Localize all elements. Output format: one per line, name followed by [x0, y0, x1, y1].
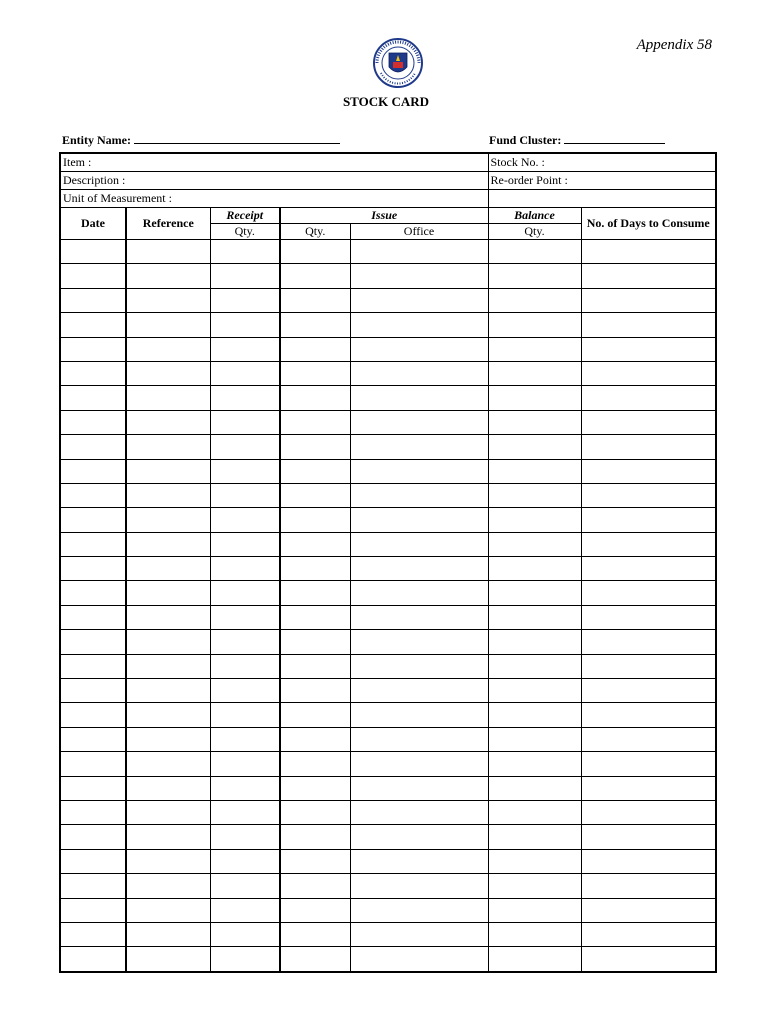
- days-to-consume-cell[interactable]: [581, 679, 716, 703]
- date-cell[interactable]: [60, 947, 126, 972]
- balance-qty-cell[interactable]: [488, 410, 581, 434]
- date-cell[interactable]: [60, 410, 126, 434]
- table-row: [60, 264, 716, 288]
- receipt-qty-cell[interactable]: [210, 727, 280, 751]
- issue-qty-cell[interactable]: [280, 361, 350, 385]
- balance-qty-cell[interactable]: [488, 240, 581, 264]
- reference-cell[interactable]: [126, 508, 210, 532]
- receipt-qty-cell[interactable]: [210, 922, 280, 946]
- issue-office-cell[interactable]: [350, 679, 488, 703]
- date-cell[interactable]: [60, 240, 126, 264]
- table-row: [60, 630, 716, 654]
- reference-cell[interactable]: [126, 264, 210, 288]
- date-header: [60, 208, 126, 240]
- reference-cell[interactable]: [126, 922, 210, 946]
- days-to-consume-cell[interactable]: [581, 776, 716, 800]
- table-row: [60, 605, 716, 629]
- issue-qty-cell[interactable]: [280, 483, 350, 507]
- days-to-consume-cell[interactable]: [581, 386, 716, 410]
- balance-qty-cell[interactable]: [488, 459, 581, 483]
- balance-qty-cell[interactable]: [488, 874, 581, 898]
- table-row: [60, 581, 716, 605]
- reference-cell[interactable]: [126, 386, 210, 410]
- receipt-qty-cell[interactable]: [210, 654, 280, 678]
- reference-cell[interactable]: [126, 679, 210, 703]
- issue-office-cell[interactable]: [350, 508, 488, 532]
- receipt-qty-cell[interactable]: [210, 849, 280, 873]
- days-to-consume-cell[interactable]: [581, 947, 716, 972]
- receipt-qty-cell[interactable]: [210, 264, 280, 288]
- receipt-qty-cell[interactable]: [210, 581, 280, 605]
- date-cell[interactable]: [60, 727, 126, 751]
- issue-qty-cell[interactable]: [280, 605, 350, 629]
- table-row: [60, 727, 716, 751]
- reference-cell[interactable]: [126, 654, 210, 678]
- issue-qty-cell[interactable]: [280, 727, 350, 751]
- issue-qty-cell[interactable]: [280, 947, 350, 972]
- receipt-qty-cell[interactable]: [210, 313, 280, 337]
- issue-office-cell[interactable]: [350, 630, 488, 654]
- balance-header-text: Balance: [514, 208, 555, 222]
- reference-cell[interactable]: [126, 727, 210, 751]
- issue-office-cell[interactable]: [350, 825, 488, 849]
- balance-qty-cell[interactable]: [488, 630, 581, 654]
- date-cell[interactable]: [60, 654, 126, 678]
- receipt-qty-cell[interactable]: [210, 752, 280, 776]
- reference-cell[interactable]: [126, 898, 210, 922]
- reference-cell[interactable]: [126, 703, 210, 727]
- issue-office-cell[interactable]: [350, 435, 488, 459]
- balance-qty-header-text: Qty.: [524, 224, 545, 238]
- issue-qty-cell[interactable]: [280, 313, 350, 337]
- issue-office-cell[interactable]: [350, 727, 488, 751]
- days-to-consume-header: [581, 208, 716, 240]
- date-cell[interactable]: [60, 557, 126, 581]
- balance-qty-cell[interactable]: [488, 776, 581, 800]
- table-row: [60, 337, 716, 361]
- table-row: [60, 313, 716, 337]
- stock-card-table: [59, 152, 717, 973]
- issue-office-cell[interactable]: [350, 532, 488, 556]
- table-row: [60, 922, 716, 946]
- table-row: [60, 483, 716, 507]
- date-cell[interactable]: [60, 264, 126, 288]
- table-row: [60, 776, 716, 800]
- appendix-label: Appendix 58: [636, 37, 712, 53]
- issue-office-cell[interactable]: [350, 898, 488, 922]
- deped-seal-logo: [367, 37, 429, 89]
- reference-cell[interactable]: [126, 752, 210, 776]
- issue-office-cell[interactable]: [350, 557, 488, 581]
- issue-office-cell[interactable]: [350, 288, 488, 312]
- days-to-consume-cell[interactable]: [581, 752, 716, 776]
- issue-office-cell[interactable]: [350, 776, 488, 800]
- issue-office-cell[interactable]: [350, 386, 488, 410]
- reference-cell[interactable]: [126, 849, 210, 873]
- description-cell[interactable]: [60, 172, 488, 190]
- days-to-consume-cell[interactable]: [581, 605, 716, 629]
- reference-cell[interactable]: [126, 435, 210, 459]
- balance-qty-cell[interactable]: [488, 898, 581, 922]
- days-to-consume-cell[interactable]: [581, 435, 716, 459]
- issue-office-cell[interactable]: [350, 654, 488, 678]
- receipt-qty-cell[interactable]: [210, 435, 280, 459]
- receipt-qty-header: [210, 224, 280, 240]
- days-to-consume-cell[interactable]: [581, 825, 716, 849]
- issue-office-header-text: Office: [403, 224, 435, 238]
- table-row: [60, 947, 716, 972]
- balance-qty-cell[interactable]: [488, 508, 581, 532]
- item-cell-text: Item :: [63, 155, 92, 169]
- days-to-consume-cell[interactable]: [581, 581, 716, 605]
- table-row: [60, 703, 716, 727]
- issue-qty-cell[interactable]: [280, 337, 350, 361]
- days-to-consume-header-text: No. of Days to Consume: [586, 216, 710, 230]
- issue-office-cell[interactable]: [350, 410, 488, 434]
- reference-cell[interactable]: [126, 800, 210, 824]
- balance-qty-cell[interactable]: [488, 605, 581, 629]
- receipt-qty-cell[interactable]: [210, 508, 280, 532]
- receipt-qty-cell[interactable]: [210, 288, 280, 312]
- date-cell[interactable]: [60, 435, 126, 459]
- blank-info-cell[interactable]: [488, 190, 716, 208]
- issue-qty-cell[interactable]: [280, 874, 350, 898]
- receipt-qty-cell[interactable]: [210, 337, 280, 361]
- issue-header-text: Issue: [371, 208, 398, 222]
- receipt-qty-cell[interactable]: [210, 459, 280, 483]
- balance-qty-cell[interactable]: [488, 337, 581, 361]
- issue-qty-cell[interactable]: [280, 703, 350, 727]
- days-to-consume-cell[interactable]: [581, 849, 716, 873]
- date-cell[interactable]: [60, 288, 126, 312]
- issue-office-cell[interactable]: [350, 313, 488, 337]
- date-cell[interactable]: [60, 776, 126, 800]
- issue-qty-cell[interactable]: [280, 654, 350, 678]
- receipt-qty-cell[interactable]: [210, 800, 280, 824]
- entity-name-label: Entity Name:: [62, 133, 131, 147]
- balance-qty-cell[interactable]: [488, 361, 581, 385]
- reference-cell[interactable]: [126, 605, 210, 629]
- balance-qty-cell[interactable]: [488, 483, 581, 507]
- date-cell[interactable]: [60, 898, 126, 922]
- issue-qty-cell[interactable]: [280, 508, 350, 532]
- issue-qty-cell[interactable]: [280, 630, 350, 654]
- days-to-consume-cell[interactable]: [581, 557, 716, 581]
- table-row: [60, 825, 716, 849]
- balance-qty-cell[interactable]: [488, 581, 581, 605]
- days-to-consume-cell[interactable]: [581, 264, 716, 288]
- date-cell[interactable]: [60, 922, 126, 946]
- reference-cell[interactable]: [126, 874, 210, 898]
- balance-qty-cell[interactable]: [488, 264, 581, 288]
- reference-cell[interactable]: [126, 410, 210, 434]
- issue-qty-cell[interactable]: [280, 776, 350, 800]
- receipt-qty-cell[interactable]: [210, 947, 280, 972]
- table-row: [60, 898, 716, 922]
- reference-cell[interactable]: [126, 288, 210, 312]
- issue-qty-cell[interactable]: [280, 679, 350, 703]
- issue-office-cell[interactable]: [350, 361, 488, 385]
- date-cell[interactable]: [60, 313, 126, 337]
- days-to-consume-cell[interactable]: [581, 288, 716, 312]
- issue-office-cell[interactable]: [350, 605, 488, 629]
- reference-header-text: Reference: [142, 216, 194, 230]
- entity-name-field[interactable]: [62, 133, 340, 148]
- issue-qty-cell[interactable]: [280, 922, 350, 946]
- issue-qty-cell[interactable]: [280, 825, 350, 849]
- balance-qty-cell[interactable]: [488, 947, 581, 972]
- reference-cell[interactable]: [126, 557, 210, 581]
- balance-qty-cell[interactable]: [488, 752, 581, 776]
- table-row: [60, 459, 716, 483]
- days-to-consume-cell[interactable]: [581, 240, 716, 264]
- days-to-consume-cell[interactable]: [581, 874, 716, 898]
- date-cell[interactable]: [60, 849, 126, 873]
- balance-header: [488, 208, 581, 224]
- date-cell[interactable]: [60, 581, 126, 605]
- days-to-consume-cell[interactable]: [581, 703, 716, 727]
- days-to-consume-cell[interactable]: [581, 483, 716, 507]
- balance-qty-cell[interactable]: [488, 849, 581, 873]
- receipt-qty-cell[interactable]: [210, 532, 280, 556]
- reference-cell[interactable]: [126, 947, 210, 972]
- issue-office-cell[interactable]: [350, 752, 488, 776]
- receipt-qty-cell[interactable]: [210, 410, 280, 434]
- issue-qty-cell[interactable]: [280, 557, 350, 581]
- receipt-qty-cell[interactable]: [210, 679, 280, 703]
- fund-cluster-blank[interactable]: [564, 133, 665, 144]
- table-row: [60, 288, 716, 312]
- table-row: [60, 874, 716, 898]
- reference-cell[interactable]: [126, 483, 210, 507]
- issue-qty-cell[interactable]: [280, 532, 350, 556]
- date-header-text: Date: [81, 216, 105, 230]
- balance-qty-cell[interactable]: [488, 557, 581, 581]
- issue-qty-cell[interactable]: [280, 849, 350, 873]
- date-cell[interactable]: [60, 459, 126, 483]
- balance-qty-cell[interactable]: [488, 288, 581, 312]
- receipt-header: [210, 208, 280, 224]
- balance-qty-cell[interactable]: [488, 825, 581, 849]
- issue-qty-cell[interactable]: [280, 898, 350, 922]
- receipt-header-text: Receipt: [226, 208, 264, 222]
- table-row: [60, 435, 716, 459]
- days-to-consume-cell[interactable]: [581, 313, 716, 337]
- issue-qty-cell[interactable]: [280, 288, 350, 312]
- receipt-qty-cell[interactable]: [210, 361, 280, 385]
- reference-cell[interactable]: [126, 581, 210, 605]
- unit-of-measurement-cell[interactable]: [60, 190, 488, 208]
- days-to-consume-cell[interactable]: [581, 459, 716, 483]
- balance-qty-cell[interactable]: [488, 532, 581, 556]
- table-row: [60, 410, 716, 434]
- date-cell[interactable]: [60, 361, 126, 385]
- table-row: [60, 557, 716, 581]
- receipt-qty-cell[interactable]: [210, 776, 280, 800]
- issue-office-cell[interactable]: [350, 264, 488, 288]
- issue-office-cell[interactable]: [350, 849, 488, 873]
- reference-cell[interactable]: [126, 337, 210, 361]
- date-cell[interactable]: [60, 605, 126, 629]
- reference-cell[interactable]: [126, 825, 210, 849]
- receipt-qty-cell[interactable]: [210, 630, 280, 654]
- date-cell[interactable]: [60, 800, 126, 824]
- receipt-qty-cell[interactable]: [210, 557, 280, 581]
- stock-no-cell-text: Stock No. :: [490, 155, 545, 169]
- receipt-qty-cell[interactable]: [210, 825, 280, 849]
- page-title: STOCK CARD: [342, 94, 430, 109]
- table-row: [60, 849, 716, 873]
- issue-qty-cell[interactable]: [280, 459, 350, 483]
- reorder-point-cell[interactable]: [488, 172, 716, 190]
- reference-cell[interactable]: [126, 361, 210, 385]
- receipt-qty-cell[interactable]: [210, 483, 280, 507]
- issue-qty-header: [280, 224, 350, 240]
- fund-cluster-field[interactable]: [489, 133, 665, 148]
- balance-qty-cell[interactable]: [488, 313, 581, 337]
- table-row: [60, 800, 716, 824]
- days-to-consume-cell[interactable]: [581, 800, 716, 824]
- days-to-consume-cell[interactable]: [581, 532, 716, 556]
- unit-of-measurement-cell-text: Unit of Measurement :: [63, 191, 172, 205]
- table-row: [60, 654, 716, 678]
- issue-office-cell[interactable]: [350, 483, 488, 507]
- days-to-consume-cell[interactable]: [581, 361, 716, 385]
- table-row: [60, 386, 716, 410]
- issue-qty-cell[interactable]: [280, 240, 350, 264]
- balance-qty-cell[interactable]: [488, 386, 581, 410]
- issue-office-cell[interactable]: [350, 800, 488, 824]
- receipt-qty-cell[interactable]: [210, 605, 280, 629]
- receipt-qty-cell[interactable]: [210, 898, 280, 922]
- table-row: [60, 532, 716, 556]
- issue-office-cell[interactable]: [350, 459, 488, 483]
- issue-office-header: [350, 224, 488, 240]
- reference-cell[interactable]: [126, 776, 210, 800]
- balance-qty-cell[interactable]: [488, 435, 581, 459]
- issue-office-cell[interactable]: [350, 874, 488, 898]
- days-to-consume-cell[interactable]: [581, 654, 716, 678]
- table-row: [60, 752, 716, 776]
- balance-qty-cell[interactable]: [488, 922, 581, 946]
- fund-cluster-label: Fund Cluster:: [489, 133, 562, 147]
- date-cell[interactable]: [60, 679, 126, 703]
- table-row: [60, 361, 716, 385]
- issue-qty-cell[interactable]: [280, 410, 350, 434]
- issue-office-cell[interactable]: [350, 337, 488, 361]
- receipt-qty-header-text: Qty.: [234, 224, 255, 238]
- balance-qty-cell[interactable]: [488, 727, 581, 751]
- item-cell[interactable]: [60, 153, 488, 172]
- issue-qty-cell[interactable]: [280, 386, 350, 410]
- date-cell[interactable]: [60, 483, 126, 507]
- issue-qty-cell[interactable]: [280, 435, 350, 459]
- entity-name-blank[interactable]: [134, 133, 340, 144]
- issue-office-cell[interactable]: [350, 240, 488, 264]
- days-to-consume-cell[interactable]: [581, 508, 716, 532]
- date-cell[interactable]: [60, 825, 126, 849]
- date-cell[interactable]: [60, 532, 126, 556]
- issue-qty-cell[interactable]: [280, 752, 350, 776]
- date-cell[interactable]: [60, 752, 126, 776]
- issue-qty-cell[interactable]: [280, 800, 350, 824]
- reference-cell[interactable]: [126, 630, 210, 654]
- table-row: [60, 679, 716, 703]
- reference-cell[interactable]: [126, 240, 210, 264]
- date-cell[interactable]: [60, 703, 126, 727]
- reference-cell[interactable]: [126, 459, 210, 483]
- receipt-qty-cell[interactable]: [210, 240, 280, 264]
- balance-qty-cell[interactable]: [488, 679, 581, 703]
- days-to-consume-cell[interactable]: [581, 410, 716, 434]
- balance-qty-cell[interactable]: [488, 800, 581, 824]
- description-cell-text: Description :: [63, 173, 126, 187]
- reference-cell[interactable]: [126, 532, 210, 556]
- days-to-consume-cell[interactable]: [581, 727, 716, 751]
- balance-qty-cell[interactable]: [488, 703, 581, 727]
- date-cell[interactable]: [60, 508, 126, 532]
- issue-header: [280, 208, 488, 224]
- receipt-qty-cell[interactable]: [210, 386, 280, 410]
- reference-header: [126, 208, 210, 240]
- issue-office-cell[interactable]: [350, 581, 488, 605]
- days-to-consume-cell[interactable]: [581, 898, 716, 922]
- table-row: [60, 508, 716, 532]
- date-cell[interactable]: [60, 630, 126, 654]
- issue-office-cell[interactable]: [350, 703, 488, 727]
- days-to-consume-cell[interactable]: [581, 630, 716, 654]
- days-to-consume-cell[interactable]: [581, 922, 716, 946]
- date-cell[interactable]: [60, 386, 126, 410]
- date-cell[interactable]: [60, 337, 126, 361]
- balance-qty-header: [488, 224, 581, 240]
- receipt-qty-cell[interactable]: [210, 874, 280, 898]
- issue-office-cell[interactable]: [350, 947, 488, 972]
- issue-office-cell[interactable]: [350, 922, 488, 946]
- issue-qty-header-text: Qty.: [305, 224, 326, 238]
- receipt-qty-cell[interactable]: [210, 703, 280, 727]
- issue-qty-cell[interactable]: [280, 581, 350, 605]
- issue-qty-cell[interactable]: [280, 264, 350, 288]
- balance-qty-cell[interactable]: [488, 654, 581, 678]
- reorder-point-cell-text: Re-order Point :: [490, 173, 568, 187]
- reference-cell[interactable]: [126, 313, 210, 337]
- stock-no-cell[interactable]: [488, 153, 716, 172]
- date-cell[interactable]: [60, 874, 126, 898]
- table-row: [60, 240, 716, 264]
- days-to-consume-cell[interactable]: [581, 337, 716, 361]
